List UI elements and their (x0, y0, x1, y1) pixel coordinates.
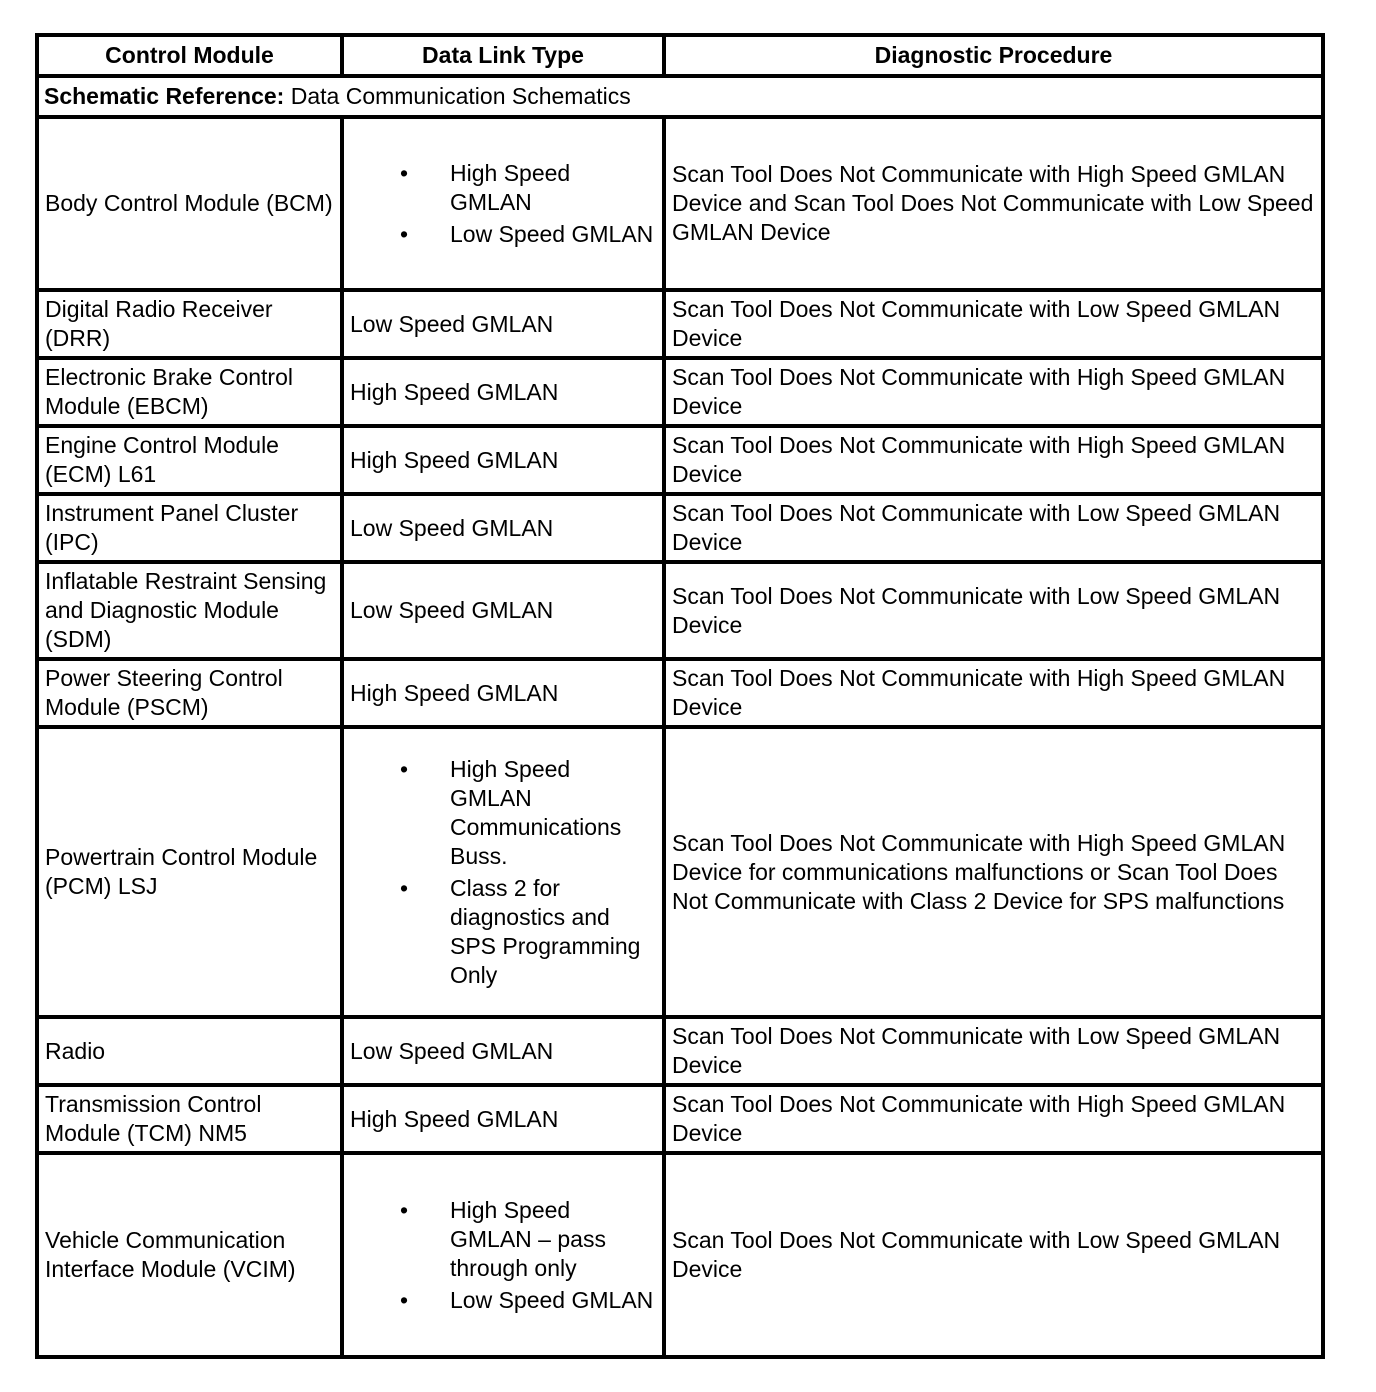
control-module-cell: Body Control Module (BCM) (37, 117, 342, 290)
data-link-list-item (350, 220, 656, 249)
data-link-list (350, 755, 656, 990)
control-module-cell: Radio (37, 1017, 342, 1085)
diagnostic-procedure-cell: Scan Tool Does Not Communicate with Low Speed GMLAN Device (664, 290, 1323, 358)
data-link-item-text: Low Speed GMLAN (450, 1286, 654, 1313)
control-module-cell: Instrument Panel Cluster (IPC) (37, 494, 342, 562)
schematic-reference-label: Schematic Reference: (44, 83, 285, 109)
control-module-cell: Engine Control Module (ECM) L61 (37, 426, 342, 494)
data-link-type-cell: Low Speed GMLAN (342, 1017, 664, 1085)
bullet-icon: • (400, 1286, 409, 1313)
diagnostic-procedure-cell: Scan Tool Does Not Communicate with High Speed GMLAN Device (664, 426, 1323, 494)
table-row (37, 117, 1323, 290)
table-row (37, 727, 1323, 1017)
data-link-type-cell: High Speed GMLAN (342, 426, 664, 494)
diagnostic-procedure-cell: Scan Tool Does Not Communicate with High Speed GMLAN Device (664, 659, 1323, 727)
data-link-list (350, 1196, 656, 1315)
data-link-item-text: High Speed GMLAN – pass through only (450, 1196, 606, 1281)
diagnostic-procedure-cell: Scan Tool Does Not Communicate with High Speed GMLAN Device and Scan Tool Does Not Communicate with Low Speed GMLAN Device (664, 117, 1323, 290)
schematic-reference-cell (37, 76, 1323, 117)
control-module-cell: Electronic Brake Control Module (EBCM) (37, 358, 342, 426)
bullet-icon: • (400, 874, 409, 901)
table-row (37, 1017, 1323, 1085)
data-link-item-text: Low Speed GMLAN (450, 220, 654, 247)
header-diagnostic-procedure: Diagnostic Procedure (664, 35, 1323, 76)
data-link-item-text: High Speed GMLAN Communications Buss. (450, 755, 622, 869)
bullet-icon: • (400, 1196, 409, 1223)
control-module-cell: Power Steering Control Module (PSCM) (37, 659, 342, 727)
data-link-list (350, 159, 656, 249)
diagnostic-procedure-cell: Scan Tool Does Not Communicate with High Speed GMLAN Device (664, 1085, 1323, 1153)
control-module-cell: Transmission Control Module (TCM) NM5 (37, 1085, 342, 1153)
diagnostic-procedure-cell: Scan Tool Does Not Communicate with Low Speed GMLAN Device (664, 1153, 1323, 1357)
table-row (37, 358, 1323, 426)
data-link-table (35, 33, 1325, 1359)
header-data-link-type: Data Link Type (342, 35, 664, 76)
data-link-item-text: Class 2 for diagnostics and SPS Programming Only (450, 874, 641, 988)
data-link-list-item (350, 1196, 656, 1283)
diagnostic-procedure-cell: Scan Tool Does Not Communicate with High Speed GMLAN Device (664, 358, 1323, 426)
table-row (37, 562, 1323, 659)
bullet-icon: • (400, 755, 409, 782)
data-link-list-item (350, 755, 656, 871)
header-control-module: Control Module (37, 35, 342, 76)
data-link-type-cell: Low Speed GMLAN (342, 290, 664, 358)
schematic-reference-value: Data Communication Schematics (290, 83, 631, 109)
table-row (37, 494, 1323, 562)
data-link-type-cell: High Speed GMLAN (342, 1085, 664, 1153)
data-link-type-cell: Low Speed GMLAN (342, 562, 664, 659)
data-link-type-cell: Low Speed GMLAN (342, 494, 664, 562)
table-header-row (37, 35, 1323, 76)
diagnostic-procedure-cell: Scan Tool Does Not Communicate with Low Speed GMLAN Device (664, 494, 1323, 562)
data-link-type-cell (342, 1153, 664, 1357)
data-link-type-cell: High Speed GMLAN (342, 358, 664, 426)
bullet-icon: • (400, 159, 409, 186)
control-module-cell: Digital Radio Receiver (DRR) (37, 290, 342, 358)
data-link-type-cell (342, 727, 664, 1017)
data-link-list-item (350, 159, 656, 217)
data-link-list-item (350, 1286, 656, 1315)
data-link-type-cell (342, 117, 664, 290)
control-module-cell: Powertrain Control Module (PCM) LSJ (37, 727, 342, 1017)
table-row (37, 290, 1323, 358)
table-row (37, 659, 1323, 727)
data-link-type-cell: High Speed GMLAN (342, 659, 664, 727)
control-module-cell: Vehicle Communication Interface Module (VCIM) (37, 1153, 342, 1357)
table-row (37, 1085, 1323, 1153)
diagnostic-procedure-cell: Scan Tool Does Not Communicate with High Speed GMLAN Device for communications malfunctions or Scan Tool Does Not Communicate with Class 2 Device for SPS malfunctions (664, 727, 1323, 1017)
data-link-list-item (350, 874, 656, 990)
table-row (37, 1153, 1323, 1357)
bullet-icon: • (400, 220, 409, 247)
control-module-cell: Inflatable Restraint Sensing and Diagnostic Module (SDM) (37, 562, 342, 659)
data-link-item-text: High Speed GMLAN (450, 159, 571, 215)
table-row (37, 426, 1323, 494)
schematic-reference-row (37, 76, 1323, 117)
diagnostic-procedure-cell: Scan Tool Does Not Communicate with Low Speed GMLAN Device (664, 562, 1323, 659)
diagnostic-procedure-cell: Scan Tool Does Not Communicate with Low Speed GMLAN Device (664, 1017, 1323, 1085)
